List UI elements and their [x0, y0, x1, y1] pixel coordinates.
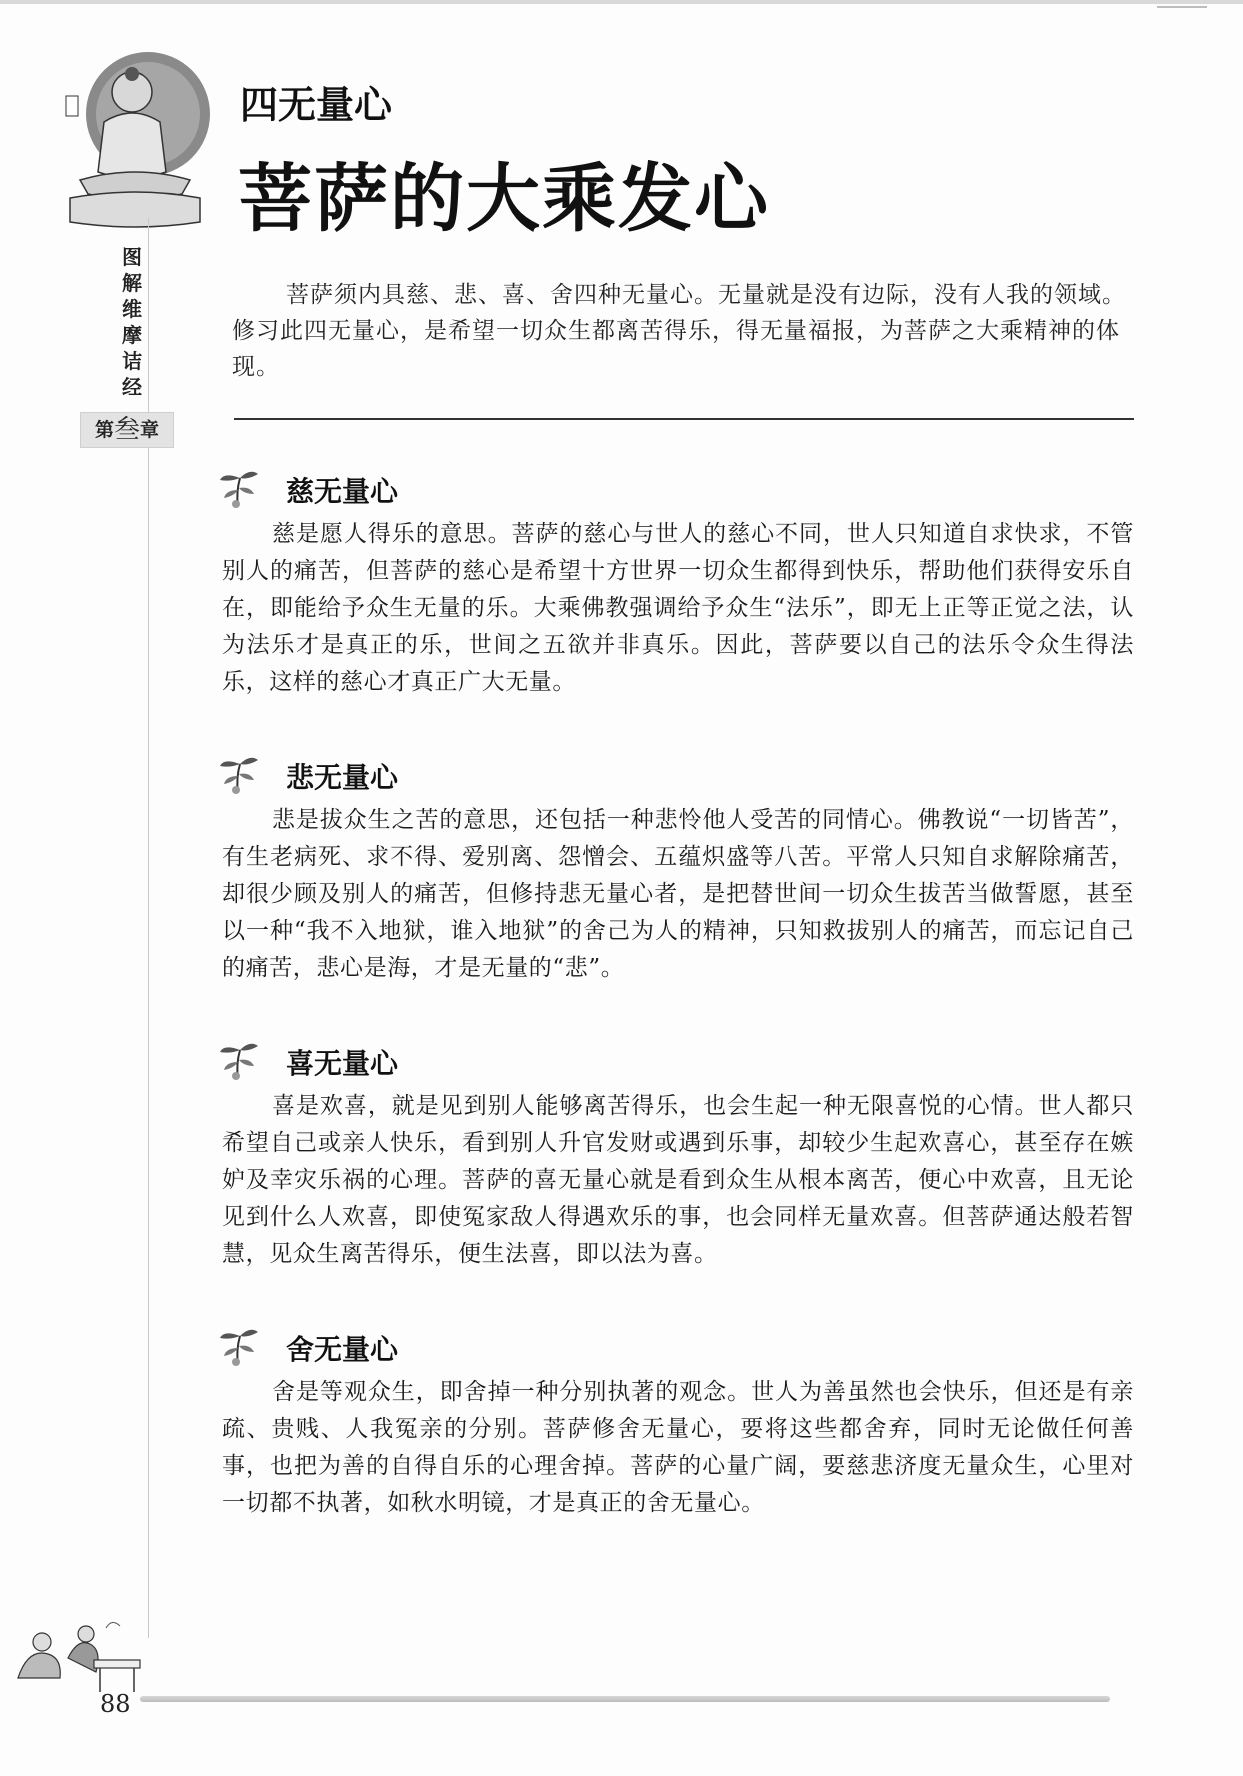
chapter-label [80, 412, 174, 448]
section-title: 喜无量心 [286, 1047, 399, 1080]
intro-divider [234, 418, 1134, 420]
bodhi-leaf-icon [214, 466, 262, 510]
chapter-number: 叁 [113, 415, 140, 445]
book-title-char: 图 [122, 245, 142, 269]
page-title: 菩萨的大乘发心 [238, 156, 770, 242]
bodhi-leaf-icon [214, 1038, 262, 1082]
section-header [214, 466, 1134, 510]
bodhi-leaf-icon [214, 752, 262, 796]
section-body: 慈是愿人得乐的意思。菩萨的慈心与世人的慈心不同，世人只知道自求快求，不管别人的痛苦，但菩萨的慈心是希望十方世界一切众生都得到快乐，帮助他们获得安乐自在，即能给予众生无量的乐。大乘佛教强调给予众生“法乐”，即无上正等正觉之法，认为法乐才是真正的乐，世间之五欲并非真乐。因此，菩萨要以自己的法乐令众生得法乐，这样的慈心才真正广大无量。 [222, 521, 1134, 695]
page-subtitle: 四无量心 [240, 83, 393, 127]
section-xi [214, 1038, 1134, 1273]
book-title-char: 解 [122, 271, 142, 295]
scholar-scene-illustration-icon [8, 1608, 148, 1698]
footer-divider [140, 1696, 1110, 1702]
buddha-emblem-icon [60, 52, 210, 232]
section-title: 慈无量心 [286, 475, 399, 508]
section-ci [214, 466, 1134, 701]
book-title-char: 摩 [122, 323, 142, 347]
book-title-char: 诘 [122, 349, 142, 373]
intro-paragraph: 菩萨须内具慈、悲、喜、舍四种无量心。无量就是没有边际，没有人我的领域。修习此四无量心，是希望一切众生都离苦得乐，得无量福报，为菩萨之大乘精神的体现。 [232, 282, 1126, 380]
section-bei [214, 752, 1134, 987]
page-top-edge [0, 0, 1243, 4]
book-title-char: 维 [122, 297, 142, 321]
page-number: 88 [100, 1690, 131, 1718]
section-body: 悲是拔众生之苦的意思，还包括一种悲怜他人受苦的同情心。佛教说“一切皆苦”，有生老病死、求不得、爱别离、怨憎会、五蕴炽盛等八苦。平常人只知自求解除痛苦，却很少顾及别人的痛苦，但修持悲无量心者，是把替世间一切众生拔苦当做誓愿，甚至以一种“我不入地狱，谁入地狱”的舍己为人的精神，只知救拔别人的痛苦，而忘记自己的痛苦，悲心是海，才是无量的“悲”。 [222, 807, 1134, 981]
bodhi-leaf-icon [214, 1324, 262, 1368]
section-header [214, 1324, 1134, 1368]
book-title-vertical [117, 244, 147, 400]
section-she [214, 1324, 1134, 1522]
page-corner-mark [1157, 6, 1207, 18]
chapter-prefix: 第 [94, 419, 114, 441]
chapter-suffix: 章 [140, 419, 160, 441]
section-header [214, 752, 1134, 796]
section-title: 悲无量心 [286, 761, 399, 794]
section-title: 舍无量心 [286, 1333, 399, 1366]
section-header [214, 1038, 1134, 1082]
section-body: 舍是等观众生，即舍掉一种分别执著的观念。世人为善虽然也会快乐，但还是有亲疏、贵贱、人我冤亲的分别。菩萨修舍无量心，要将这些都舍弃，同时无论做任何善事，也把为善的自得自乐的心理舍掉。菩萨的心量广阔，要慈悲济度无量众生，心里对一切都不执著，如秋水明镜，才是真正的舍无量心。 [222, 1379, 1134, 1516]
book-title-char: 经 [122, 375, 142, 399]
section-body: 喜是欢喜，就是见到别人能够离苦得乐，也会生起一种无限喜悦的心情。世人都只希望自己或亲人快乐，看到别人升官发财或遇到乐事，却较少生起欢喜心，甚至存在嫉妒及幸灾乐祸的心理。菩萨的喜无量心就是看到众生从根本离苦，便心中欢喜，且无论见到什么人欢喜，即使冤家敌人得遇欢乐的事，也会同样无量欢喜。但菩萨通达般若智慧，见众生离苦得乐，便生法喜，即以法为喜。 [222, 1093, 1134, 1267]
